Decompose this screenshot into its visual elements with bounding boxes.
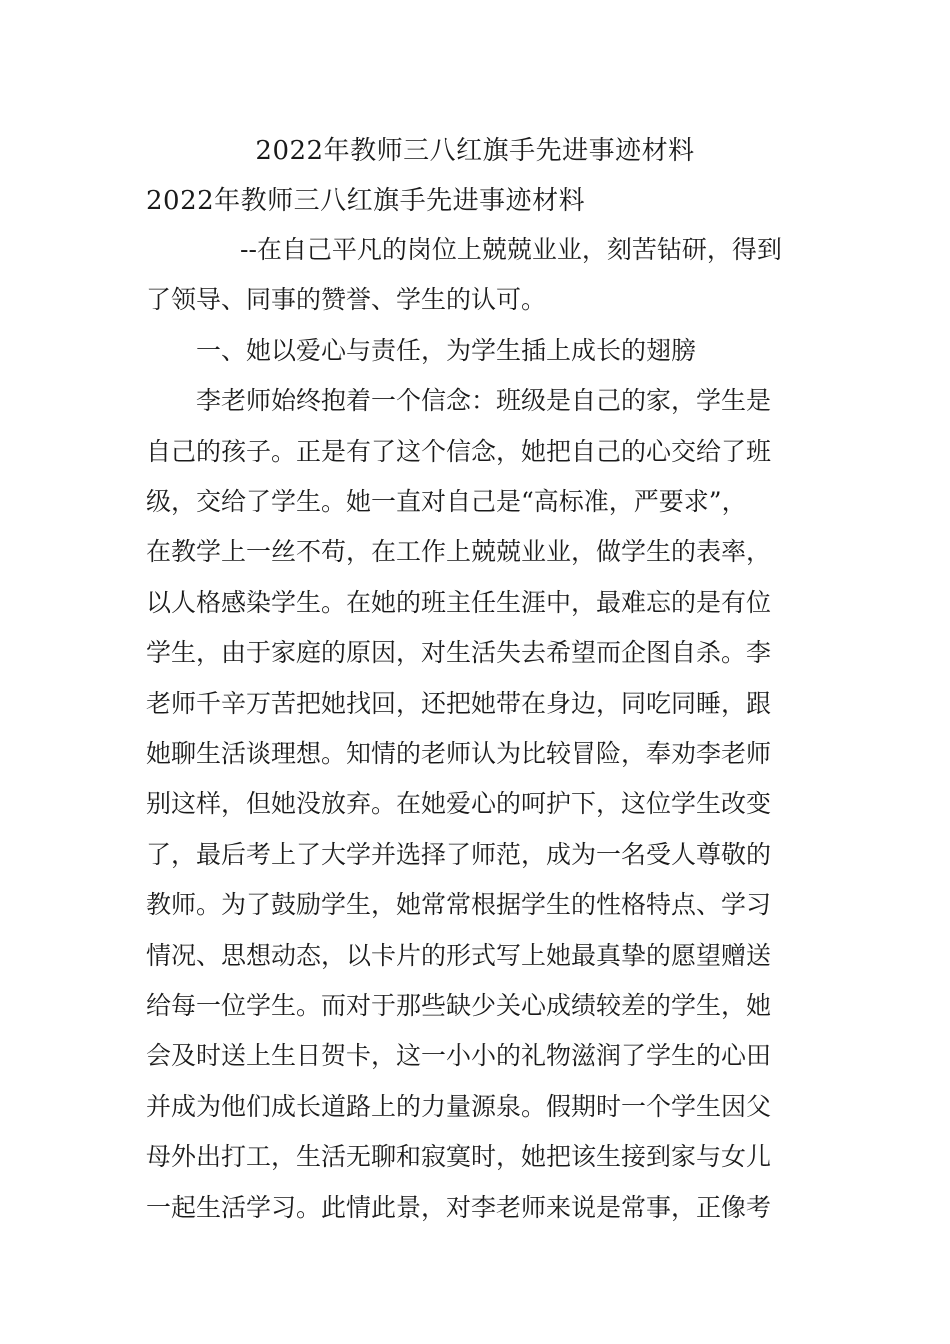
- body-line: 给每一位学生。而对于那些缺少关心成绩较差的学生，她: [146, 991, 772, 1020]
- body-line: 教师。为了鼓励学生，她常常根据学生的性格特点、学习: [146, 890, 772, 919]
- body-line: --在自己平凡的岗位上兢兢业业，刻苦钻研，得到: [240, 235, 782, 264]
- body-line: 一起生活学习。此情此景，对李老师来说是常事，正像考: [146, 1193, 772, 1222]
- body-line: 会及时送上生日贺卡，这一小小的礼物滋润了学生的心田: [146, 1041, 772, 1070]
- body-line: 学生，由于家庭的原因，对生活失去希望而企图自杀。李: [146, 638, 772, 667]
- body-line: 了，最后考上了大学并选择了师范，成为一名受人尊敬的: [146, 840, 772, 869]
- body-line: 母外出打工，生活无聊和寂寞时，她把该生接到家与女儿: [146, 1142, 772, 1171]
- document-subtitle: 2022年教师三八红旗手先进事迹材料: [146, 186, 586, 216]
- body-line: 她聊生活谈理想。知情的老师认为比较冒险，奉劝李老师: [146, 739, 772, 768]
- body-line: 情况、思想动态，以卡片的形式写上她最真挚的愿望赠送: [146, 941, 772, 970]
- body-line: 别这样，但她没放弃。在她爱心的呵护下，这位学生改变: [146, 789, 772, 818]
- section-heading: 一、她以爱心与责任，为学生插上成长的翅膀: [196, 336, 697, 365]
- body-line: 老师千辛万苦把她找回，还把她带在身边，同吃同睡，跟: [146, 689, 772, 718]
- body-line: 并成为他们成长道路上的力量源泉。假期时一个学生因父: [146, 1092, 772, 1121]
- body-line: 了领导、同事的赞誉、学生的认可。: [146, 285, 547, 314]
- body-line: 级，交给了学生。她一直对自己是“高标准，严要求”，: [146, 487, 747, 516]
- body-line: 李老师始终抱着一个信念：班级是自己的家，学生是: [196, 386, 772, 415]
- body-line: 在教学上一丝不苟，在工作上兢兢业业，做学生的表率，: [146, 537, 772, 566]
- document-title: 2022年教师三八红旗手先进事迹材料: [255, 136, 695, 166]
- body-line: 以人格感染学生。在她的班主任生涯中，最难忘的是有位: [146, 588, 772, 617]
- body-line: 自己的孩子。正是有了这个信念，她把自己的心交给了班: [146, 437, 772, 466]
